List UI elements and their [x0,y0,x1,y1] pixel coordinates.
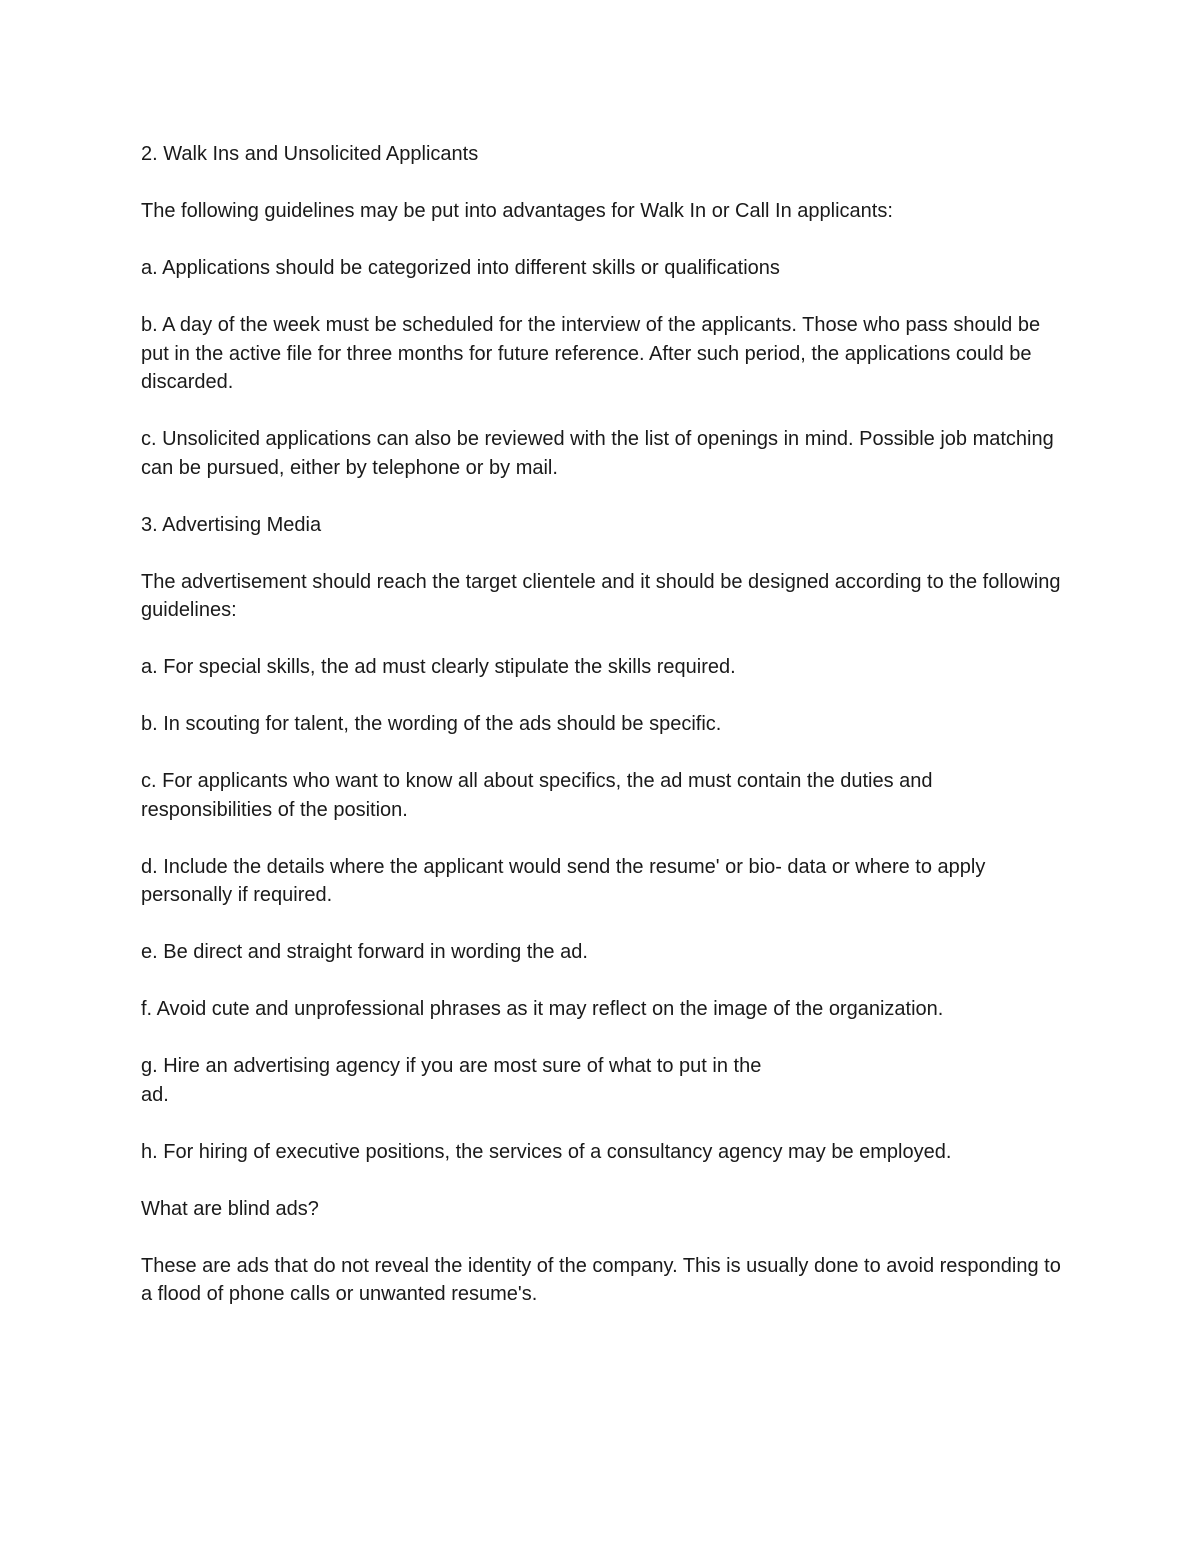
guideline-item: e. Be direct and straight forward in wording the ad. [141,941,588,963]
blind-ads-answer: These are ads that do not reveal the identity of the company. This is usually done to avoid responding to a flood of phone calls or unwanted resume's. [141,1254,1067,1305]
guideline-item: c. For applicants who want to know all about specifics, the ad must contain the duties and responsibilities of the position. [141,770,939,821]
guideline-item: c. Unsolicited applications can also be reviewed with the list of openings in mind. Possible job matching can be pursued, either by telephone or by mail. [141,428,1060,479]
guideline-item: b. In scouting for talent, the wording of the ads should be specific. [141,713,722,735]
guideline-item: a. Applications should be categorized into different skills or qualifications [141,257,780,279]
blind-ads-question: What are blind ads? [141,1197,319,1220]
document-body [141,140,1066,1337]
section-intro-walk-ins: The following guidelines may be put into advantages for Walk In or Call In applicants: [141,200,893,222]
guideline-item: b. A day of the week must be scheduled for the interview of the applicants. Those who pass should be put in the active file for three months for future reference. After such period, the applications could be discarded. [141,314,1046,393]
guideline-item: h. For hiring of executive positions, the services of a consultancy agency may be employed. [141,1140,952,1163]
section-intro-advertising-media: The advertisement should reach the target clientele and it should be designed according to the following guidelines: [141,570,1067,621]
guideline-item: d. Include the details where the applicant would send the resume' or bio- data or where to apply personally if required. [141,855,991,906]
guideline-item: g. Hire an advertising agency if you are most sure of what to put in the ad. [141,1055,762,1106]
section-heading-advertising-media: 3. Advertising Media [141,513,322,536]
guideline-item: a. For special skills, the ad must clearly stipulate the skills required. [141,656,736,678]
guideline-item: f. Avoid cute and unprofessional phrases as it may reflect on the image of the organization. [141,998,944,1020]
section-heading-walk-ins: 2. Walk Ins and Unsolicited Applicants [141,143,479,165]
